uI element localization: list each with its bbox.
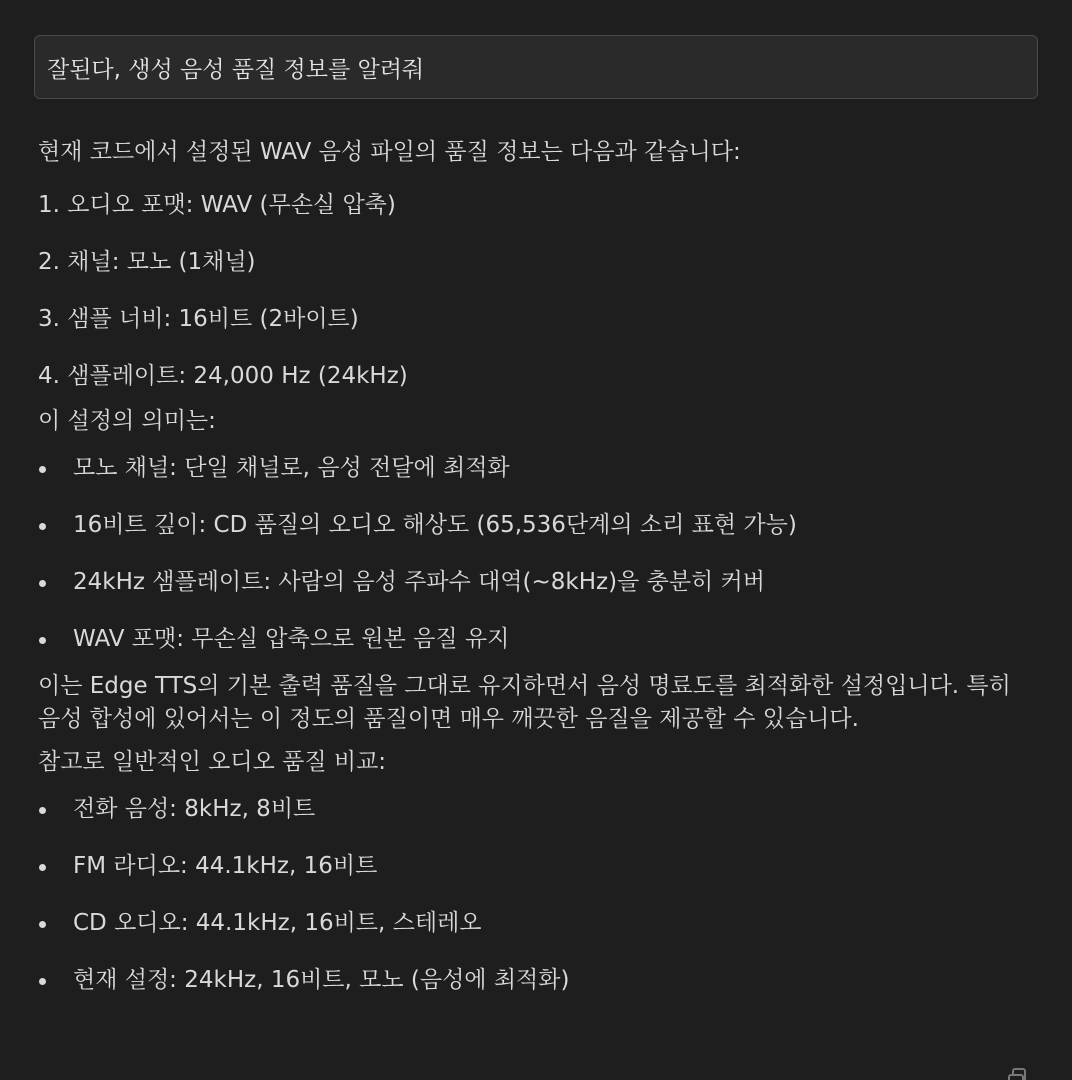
list-item: 16비트 깊이: CD 품질의 오디오 해상도 (65,536단계의 소리 표현 가능)	[38, 509, 1038, 542]
list-item: 현재 설정: 24kHz, 16비트, 모노 (음성에 최적화)	[38, 964, 1038, 997]
user-message-bubble	[34, 35, 1038, 99]
user-message-text: 잘된다, 생성 음성 품질 정보를 알려줘	[47, 56, 425, 83]
numbered-list	[38, 189, 1038, 393]
summary-paragraph: 이는 Edge TTS의 기본 출력 품질을 그대로 유지하면서 음성 명료도를 최적화한 설정입니다. 특히 음성 합성에 있어서는 이 정도의 품질이면 매우 깨끗한 음질을 제공할 수 있습니다.	[38, 673, 1011, 732]
list-item: 전화 음성: 8kHz, 8비트	[38, 793, 1038, 826]
compare-bullet-list	[38, 793, 1038, 997]
copy-icon[interactable]	[1012, 1068, 1026, 1080]
list-item: 24kHz 샘플레이트: 사람의 음성 주파수 대역(~8kHz)을 충분히 커버	[38, 566, 1038, 599]
compare-heading: 참고로 일반적인 오디오 품질 비교:	[38, 749, 387, 775]
numbered-item: 4. 샘플레이트: 24,000 Hz (24kHz)	[38, 363, 408, 389]
list-item: FM 라디오: 44.1kHz, 16비트	[38, 850, 1038, 883]
assistant-answer	[38, 136, 1038, 997]
list-item: CD 오디오: 44.1kHz, 16비트, 스테레오	[38, 907, 1038, 940]
numbered-item: 2. 채널: 모노 (1채널)	[38, 249, 256, 275]
numbered-item: 1. 오디오 포맷: WAV (무손실 압축)	[38, 192, 396, 218]
list-item: 모노 채널: 단일 채널로, 음성 전달에 최적화	[38, 452, 1038, 485]
numbered-item: 3. 샘플 너비: 16비트 (2바이트)	[38, 306, 359, 332]
meaning-heading: 이 설정의 의미는:	[38, 408, 216, 434]
list-item: WAV 포맷: 무손실 압축으로 원본 음질 유지	[38, 623, 1038, 656]
answer-intro: 현재 코드에서 설정된 WAV 음성 파일의 품질 정보는 다음과 같습니다:	[38, 139, 741, 165]
meaning-bullet-list	[38, 452, 1038, 656]
